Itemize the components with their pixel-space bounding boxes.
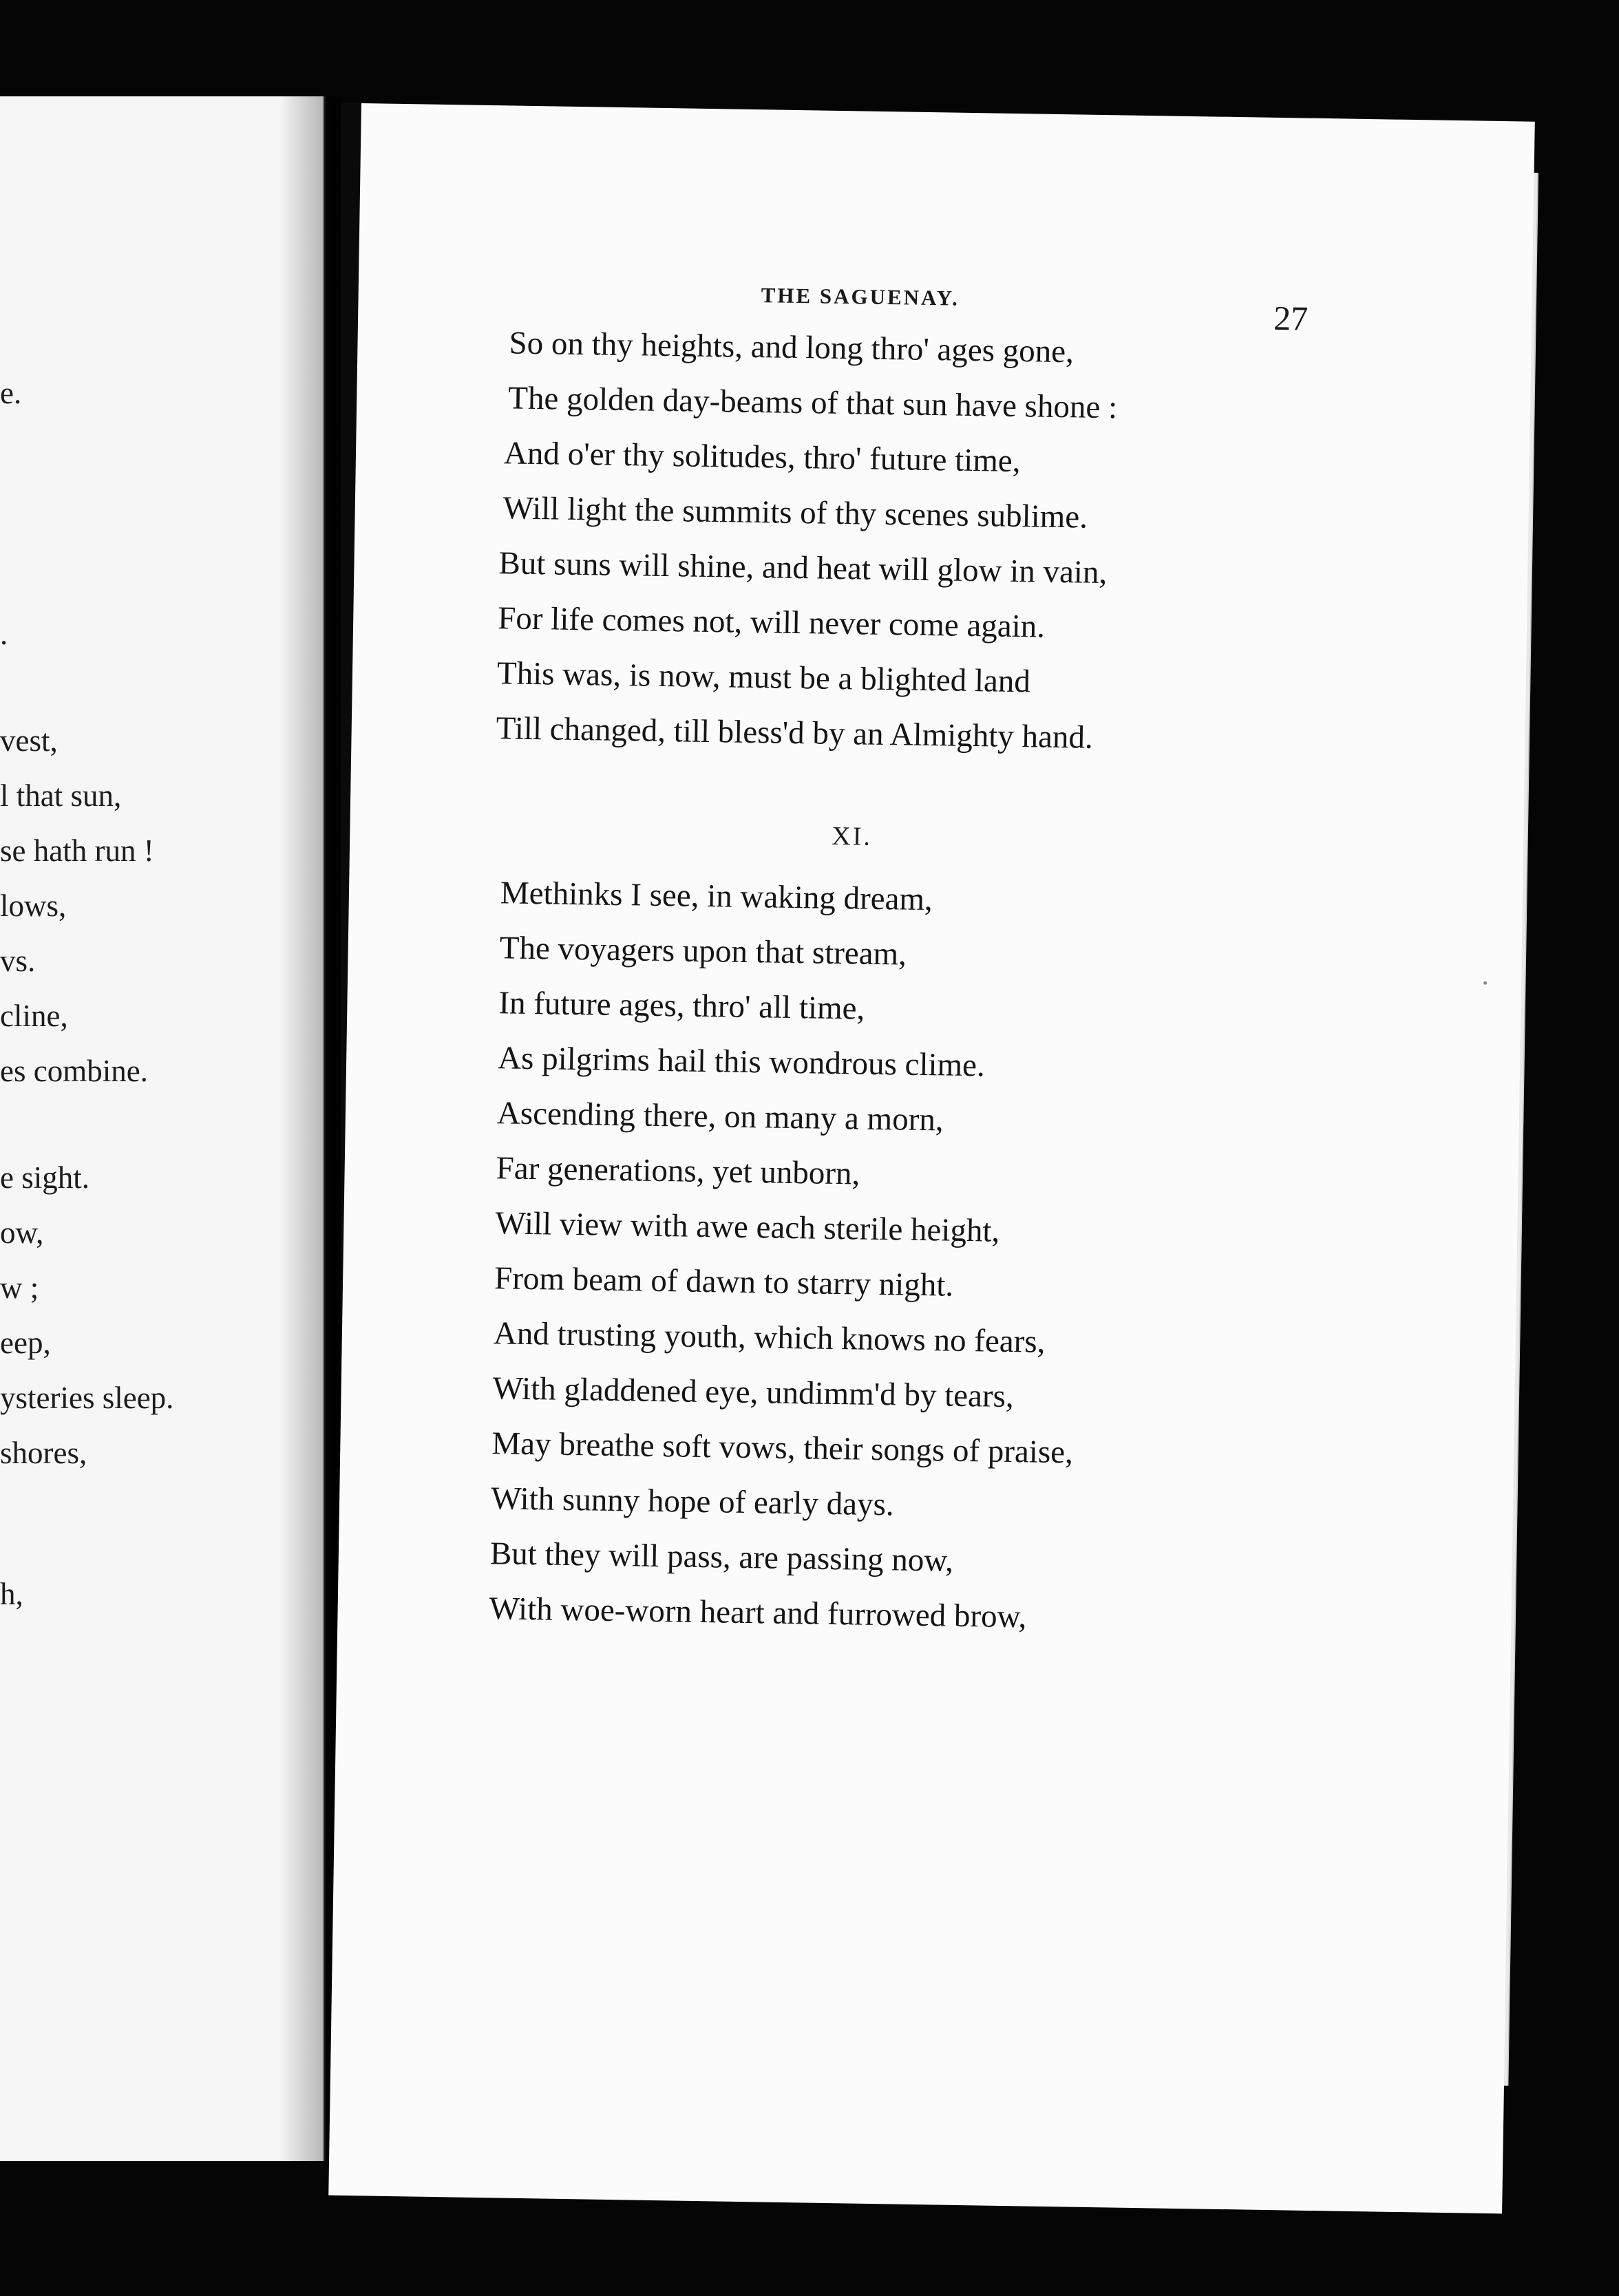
- verse-line: With woe-worn heart and furrowed brow,: [489, 1591, 1027, 1635]
- left-page-line: w ;: [0, 1271, 39, 1305]
- verse-line: The golden day-beams of that sun have shone :: [507, 380, 1118, 426]
- verse-line: Till changed, till bless'd by an Almighty hand.: [496, 710, 1094, 756]
- paper-speck: [1483, 981, 1487, 985]
- left-page-line: l that sun,: [0, 778, 122, 813]
- left-page-line: e.: [0, 376, 22, 410]
- verse-line: The voyagers upon that stream,: [499, 930, 907, 972]
- running-head: THE SAGUENAY.: [761, 283, 960, 310]
- verse-line: Methinks I see, in waking dream,: [500, 875, 933, 918]
- left-page-line: lows,: [0, 889, 67, 923]
- verse-line: But they will pass, are passing now,: [489, 1535, 954, 1579]
- left-page-line: ysteries sleep.: [0, 1381, 174, 1415]
- page-number: 27: [1273, 298, 1309, 338]
- verse-line: Ascending there, on many a morn,: [496, 1095, 944, 1138]
- left-page-line: h,: [0, 1577, 23, 1611]
- left-page-line: .: [0, 617, 8, 651]
- verse-line: In future ages, thro' all time,: [498, 985, 865, 1027]
- verse-line: Far generations, yet unborn,: [496, 1150, 860, 1192]
- left-page-line: vest,: [0, 723, 58, 758]
- verse-line: From beam of dawn to starry night.: [494, 1260, 954, 1304]
- left-page-line: cline,: [0, 999, 68, 1033]
- verse-line: With sunny hope of early days.: [490, 1480, 895, 1523]
- verse-line: With gladdened eye, undimm'd by tears,: [492, 1370, 1015, 1415]
- verse-line: May breathe soft vows, their songs of praise,: [491, 1425, 1074, 1471]
- verse-line: For life comes not, will never come again.: [497, 600, 1046, 645]
- left-page-line: shores,: [0, 1436, 87, 1470]
- verse-line: Will light the summits of thy scenes sublime.: [502, 490, 1088, 535]
- verse-line: And trusting youth, which knows no fears,: [493, 1315, 1046, 1360]
- left-page-line: eep,: [0, 1326, 51, 1360]
- verse-line: But suns will shine, and heat will glow in vain,: [498, 545, 1108, 591]
- verse-line: As pilgrims hail this wondrous clime.: [497, 1040, 986, 1084]
- left-page-line: vs.: [0, 944, 36, 978]
- page-fold-shadow: [279, 96, 341, 2161]
- left-page-line: es combine.: [0, 1054, 148, 1088]
- right-page: [328, 103, 1535, 2213]
- verse-line: Will view with awe each sterile height,: [495, 1205, 1000, 1249]
- left-page-line: ow,: [0, 1215, 44, 1250]
- verse-line: So on thy heights, and long thro' ages gone,: [509, 325, 1075, 370]
- verse-line: And o'er thy solitudes, thro' future time,: [503, 435, 1021, 480]
- verse-line: This was, is now, must be a blighted land: [496, 655, 1031, 700]
- left-page-line: e sight.: [0, 1160, 89, 1195]
- left-page: [0, 96, 326, 2161]
- left-page-line: se hath run !: [0, 833, 154, 868]
- section-numeral: XI.: [832, 821, 873, 851]
